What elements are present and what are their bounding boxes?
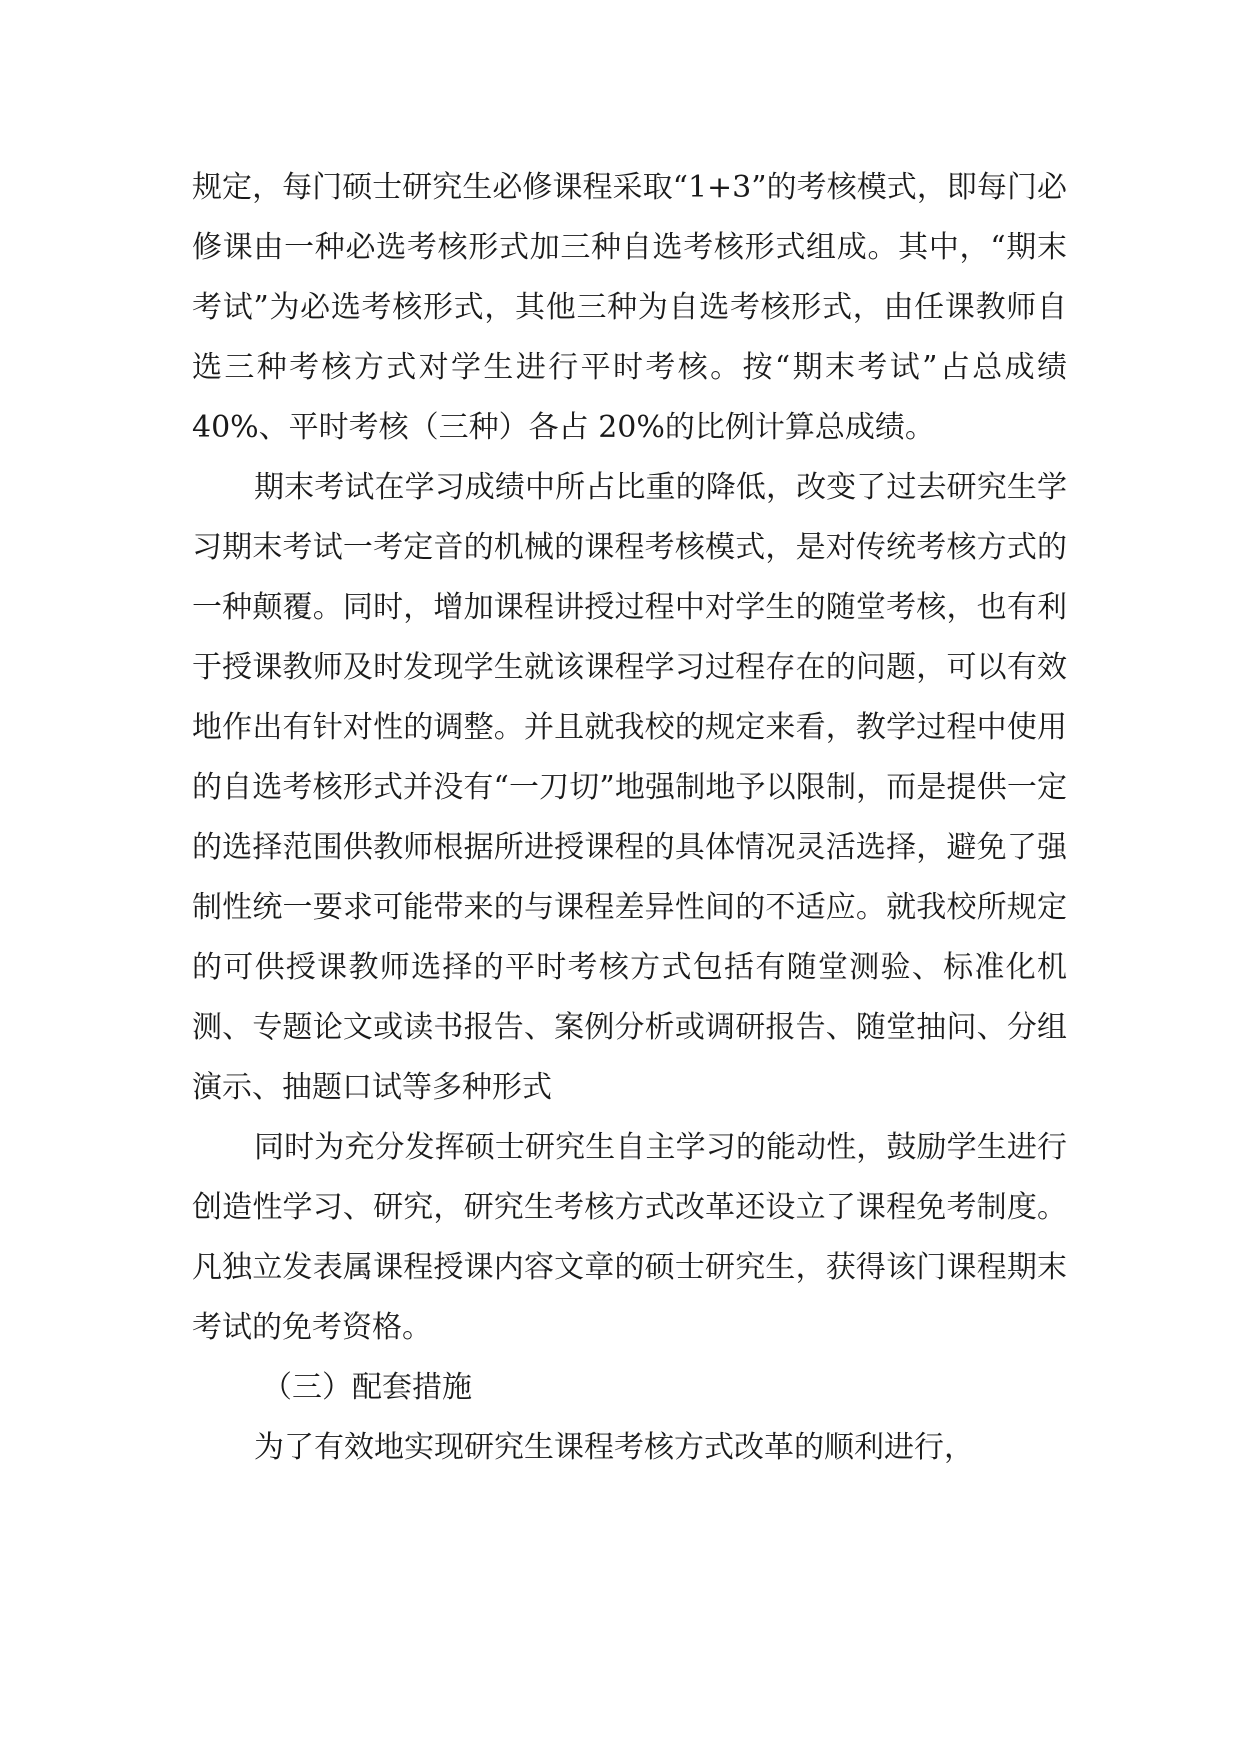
paragraph-exam-exemption: 同时为充分发挥硕士研究生自主学习的能动性，鼓励学生进行创造性学习、研究，研究生考核方式改革还设立了课程免考制度。凡独立发表属课程授课内容文章的硕士研究生，获得该门课程期末考试的免考资格。: [192, 1130, 1067, 1345]
paragraph-assessment-model: 规定，每门硕士研究生必修课程采取“1+3”的考核模式，即每门必修课由一种必选考核形式加三种自选考核形式组成。其中，“期末考试”为必选考核形式，其他三种为自选考核形式，由任课教师自选三种考核方式对学生进行平时考核。按“期末考试”占总成绩 40%、平时考核（三种）各占 20%的比例计算总成绩。: [192, 170, 1067, 445]
paragraph-final-exam-weight: 期末考试在学习成绩中所占比重的降低，改变了过去研究生学习期末考试一考定音的机械的课程考核模式，是对传统考核方式的一种颠覆。同时，增加课程讲授过程中对学生的随堂考核，也有利于授课教师及时发现学生就该课程学习过程存在的问题，可以有效地作出有针对性的调整。并且就我校的规定来看，教学过程中使用的自选考核形式并没有“一刀切”地强制地予以限制，而是提供一定的选择范围供教师根据所进授课程的具体情况灵活选择，避免了强制性统一要求可能带来的与课程差异性间的不适应。就我校所规定的可供授课教师选择的平时考核方式包括有随堂测验、标准化机测、专题论文或读书报告、案例分析或调研报告、随堂抽问、分组演示、抽题口试等多种形式: [192, 470, 1067, 1105]
document-body: [192, 158, 1067, 1478]
section-heading: （三）配套措施: [262, 1370, 472, 1405]
paragraph-supporting-measures: 为了有效地实现研究生课程考核方式改革的顺利进行，: [254, 1430, 974, 1465]
